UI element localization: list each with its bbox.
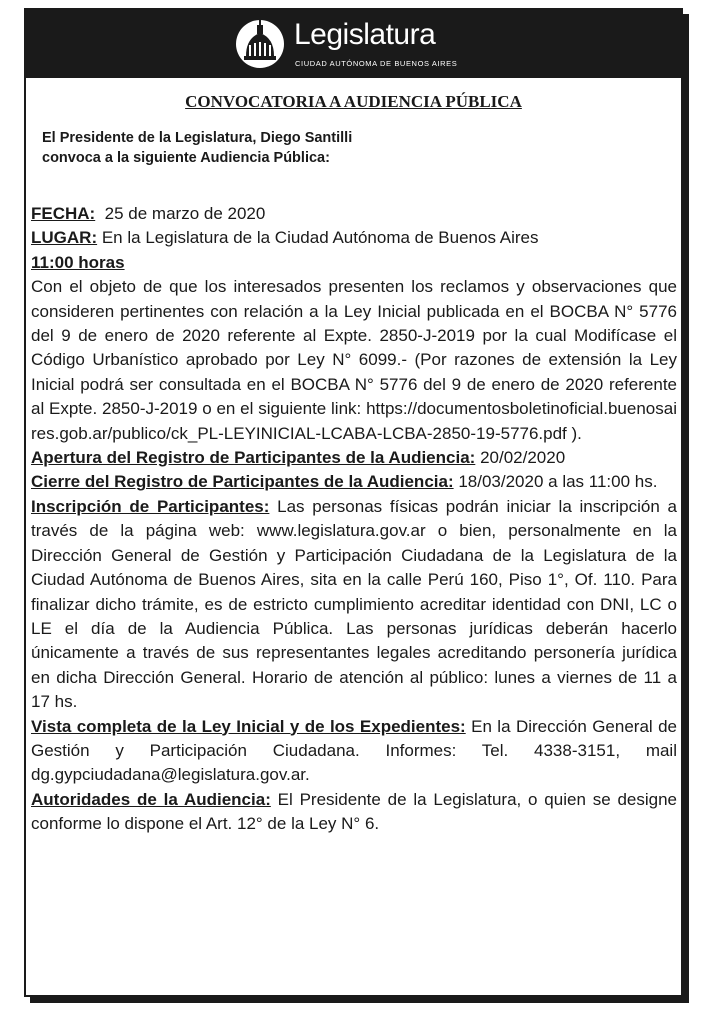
hora-row	[31, 251, 677, 275]
dome-icon	[234, 16, 288, 74]
autoridades-label: Autoridades de la Audiencia:	[31, 789, 271, 809]
cierre-label: Cierre del Registro de Participantes de la Audiencia:	[31, 472, 454, 492]
hora-label: 11:00 horas	[31, 252, 125, 272]
inscripcion-label: Inscripción de Participantes:	[31, 496, 270, 516]
lugar-label: LUGAR:	[31, 228, 98, 248]
vista-paragraph	[31, 715, 677, 788]
legislatura-logo	[234, 16, 474, 74]
boletin-link[interactable]: https://documentosboletinoficial.buenosaires.gob.ar/publico/ck_PL-LEYINICIAL-LCABA-LCBA-2850-19-5776.pdf	[31, 399, 677, 443]
apertura-label: Apertura del Registro de Participantes de la Audiencia:	[31, 448, 476, 468]
inscripcion-value: Las personas físicas podrán iniciar la inscripción a través de la página web: www.legislatura.gov.ar o bien, personalmente en la Dirección General de Gestión y Participación Ciudadana de la Legislatura de la Ciudad Autónoma de Buenos Aires, sita en la calle Perú 160, Piso 1°, Of. 110. Para finalizar dicho trámite, es de estricto cumplimiento acreditar identidad con DNI, LC o LE el día de la Audiencia Pública. Las personas jurídicas deberán hacerlo únicamente a través de sus representantes legales acreditando personería jurídica en dicha Dirección General. Horario de atención al público: lunes a viernes de 11 a 17 hs.	[31, 496, 677, 712]
apertura-row	[31, 446, 677, 470]
intro-line-1: El Presidente de la Legislatura, Diego Santilli	[42, 130, 353, 146]
apertura-value: 20/02/2020	[480, 448, 566, 468]
fecha-value: 25 de marzo de 2020	[104, 204, 266, 223]
brand-name: Legislatura	[294, 18, 436, 51]
objeto-text: Con el objeto de que los interesados presenten los reclamos y observaciones que consideren pertinentes con relación a la Ley Inicial publicada en el BOCBA N° 5776 del 9 de enero de 2020 referente al Expte. 2850-J-2019 por la cual Modifícase el Código Urbanístico aprobado por Ley N° 6099.- (Por razones de extensión la Ley Inicial podrá ser consultada en el BOCBA N° 5776 del 9 de enero de 2020 referente al Expte. 2850-J-2019 o en el siguiente link:	[31, 277, 677, 419]
sheet-shadow-bottom	[30, 997, 689, 1003]
lugar-row	[31, 226, 677, 250]
objeto-tail: ).	[566, 423, 582, 443]
lugar-value: En la Legislatura de la Ciudad Autónoma de Buenos Aires	[101, 228, 539, 248]
cierre-value: 18/03/2020 a las 11:00 hs.	[453, 472, 658, 492]
page-title: CONVOCATORIA A AUDIENCIA PÚBLICA	[185, 92, 522, 111]
fecha-row	[31, 202, 677, 226]
intro-line-2: convoca a la siguiente Audiencia Pública:	[42, 150, 330, 166]
vista-value: En la Dirección General de Gestión y Participación Ciudadana. Informes: Tel. 4338-3151, mail dg.gypciudadana@legislatura.gov.ar.	[31, 716, 677, 785]
notice-body	[31, 202, 677, 837]
notice-sheet	[24, 8, 683, 997]
vista-label: Vista completa de la Ley Inicial y de los Expedientes:	[31, 716, 466, 736]
autoridades-value: El Presidente de la Legislatura, o quien se designe conforme lo dispone el Art. 12° de la Ley N° 6.	[31, 789, 677, 834]
brand-subtitle: CIUDAD AUTÓNOMA DE BUENOS AIRES	[295, 59, 458, 68]
cierre-row	[31, 470, 677, 494]
inscripcion-paragraph	[31, 495, 677, 715]
header-banner	[26, 10, 681, 78]
intro-block	[42, 128, 642, 168]
objeto-paragraph	[31, 275, 677, 446]
autoridades-paragraph	[31, 788, 677, 837]
fecha-label: FECHA:	[31, 204, 96, 223]
sheet-shadow-right	[683, 14, 689, 1003]
